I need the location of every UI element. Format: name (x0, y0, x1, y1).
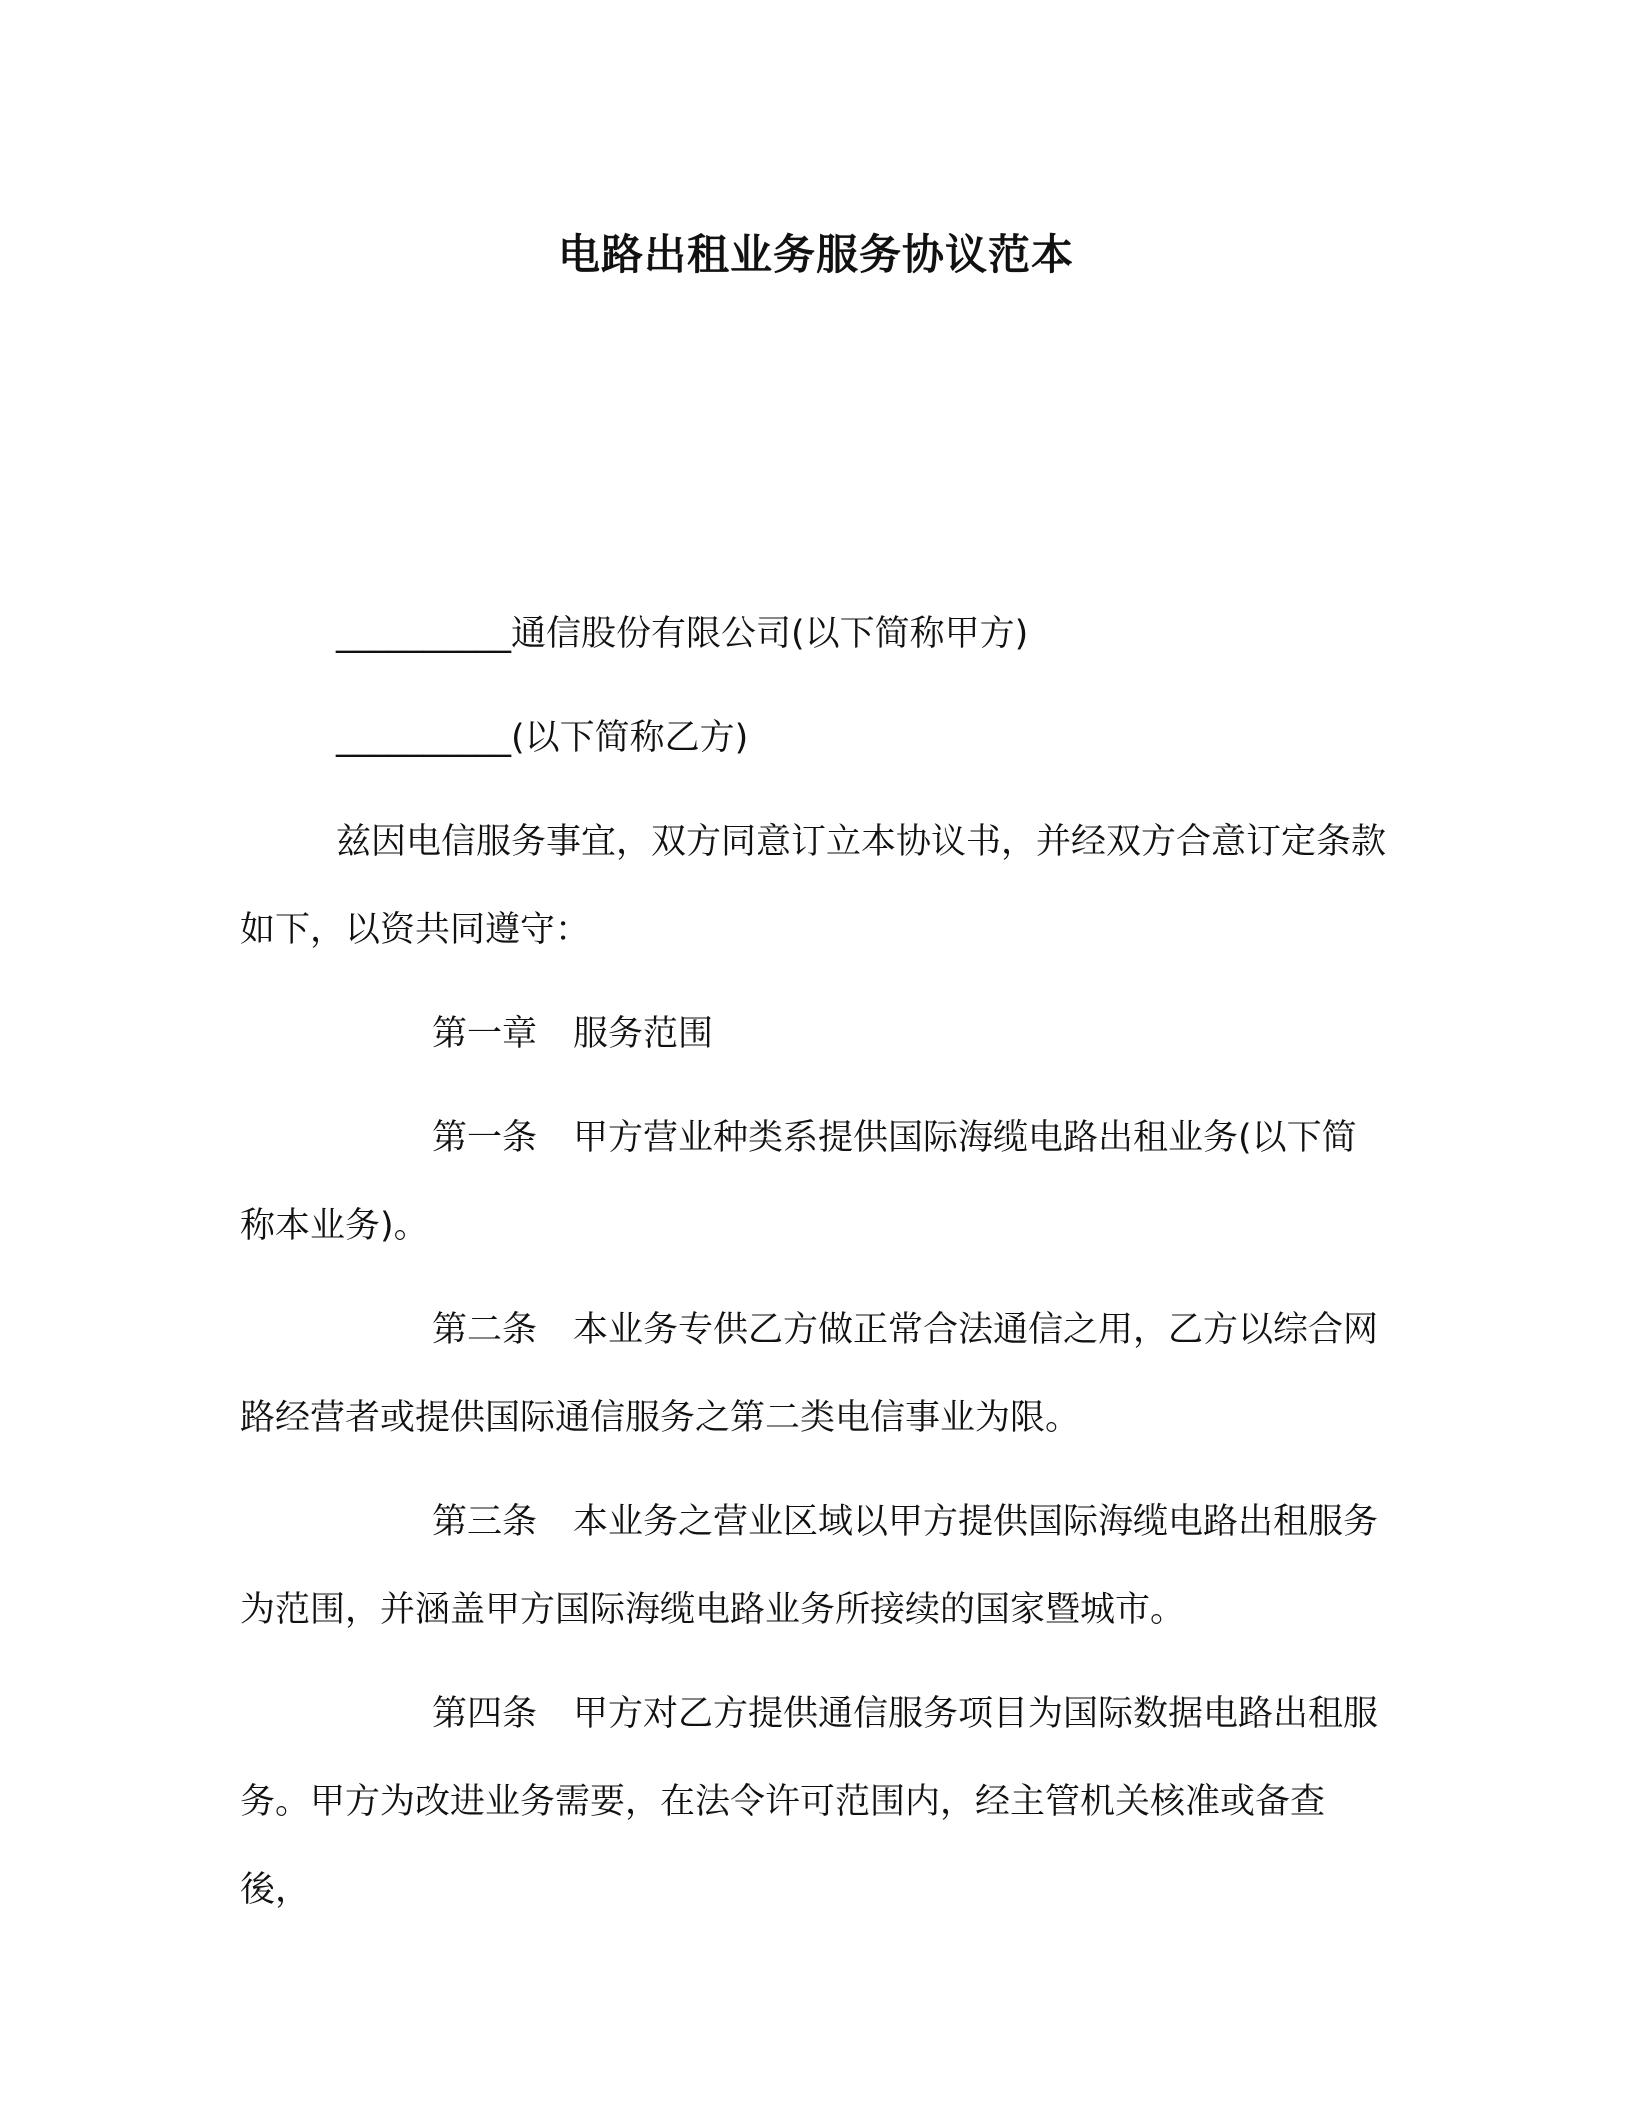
chapter-heading (240, 990, 1390, 1078)
article-number: 第二条 (432, 1310, 538, 1350)
article-2 (240, 1286, 1390, 1462)
document-title: 电路出租业务服务协议范本 (557, 230, 1074, 279)
article-3 (240, 1478, 1390, 1654)
party-b-blank: __________ (336, 718, 511, 758)
article-4 (240, 1670, 1390, 1934)
article-number: 第四条 (432, 1694, 538, 1734)
article-text: 甲方营业种类系提供国际海缆电路出租业务(以下简称本业务)。 (240, 1118, 1357, 1246)
article-number: 第三条 (432, 1502, 538, 1542)
party-a-line (240, 590, 1390, 678)
party-a-blank: __________ (336, 614, 511, 654)
party-b-text: (以下简称乙方) (511, 718, 749, 758)
chapter-title: 服务范围 (573, 1014, 714, 1054)
preamble: 兹因电信服务事宜，双方同意订立本协议书，并经双方合意订定条款如下，以资共同遵守： (240, 822, 1387, 950)
party-b-line (240, 694, 1390, 782)
article-text: 本业务之营业区域以甲方提供国际海缆电路出租服务为范围，并涵盖甲方国际海缆电路业务所接续的国家暨城市。 (240, 1502, 1379, 1630)
article-number: 第一条 (432, 1118, 538, 1158)
party-a-text: 通信股份有限公司(以下简称甲方) (511, 614, 1029, 654)
article-text: 本业务专供乙方做正常合法通信之用，乙方以综合网路经营者或提供国际通信服务之第二类电信事业为限。 (240, 1310, 1379, 1438)
document-body (240, 590, 1390, 1950)
article-text: 甲方对乙方提供通信服务项目为国际数据电路出租服务。甲方为改进业务需要，在法令许可范围内，经主管机关核准或备查後， (240, 1694, 1379, 1910)
article-1 (240, 1094, 1390, 1270)
chapter-number: 第一章 (432, 1014, 538, 1054)
